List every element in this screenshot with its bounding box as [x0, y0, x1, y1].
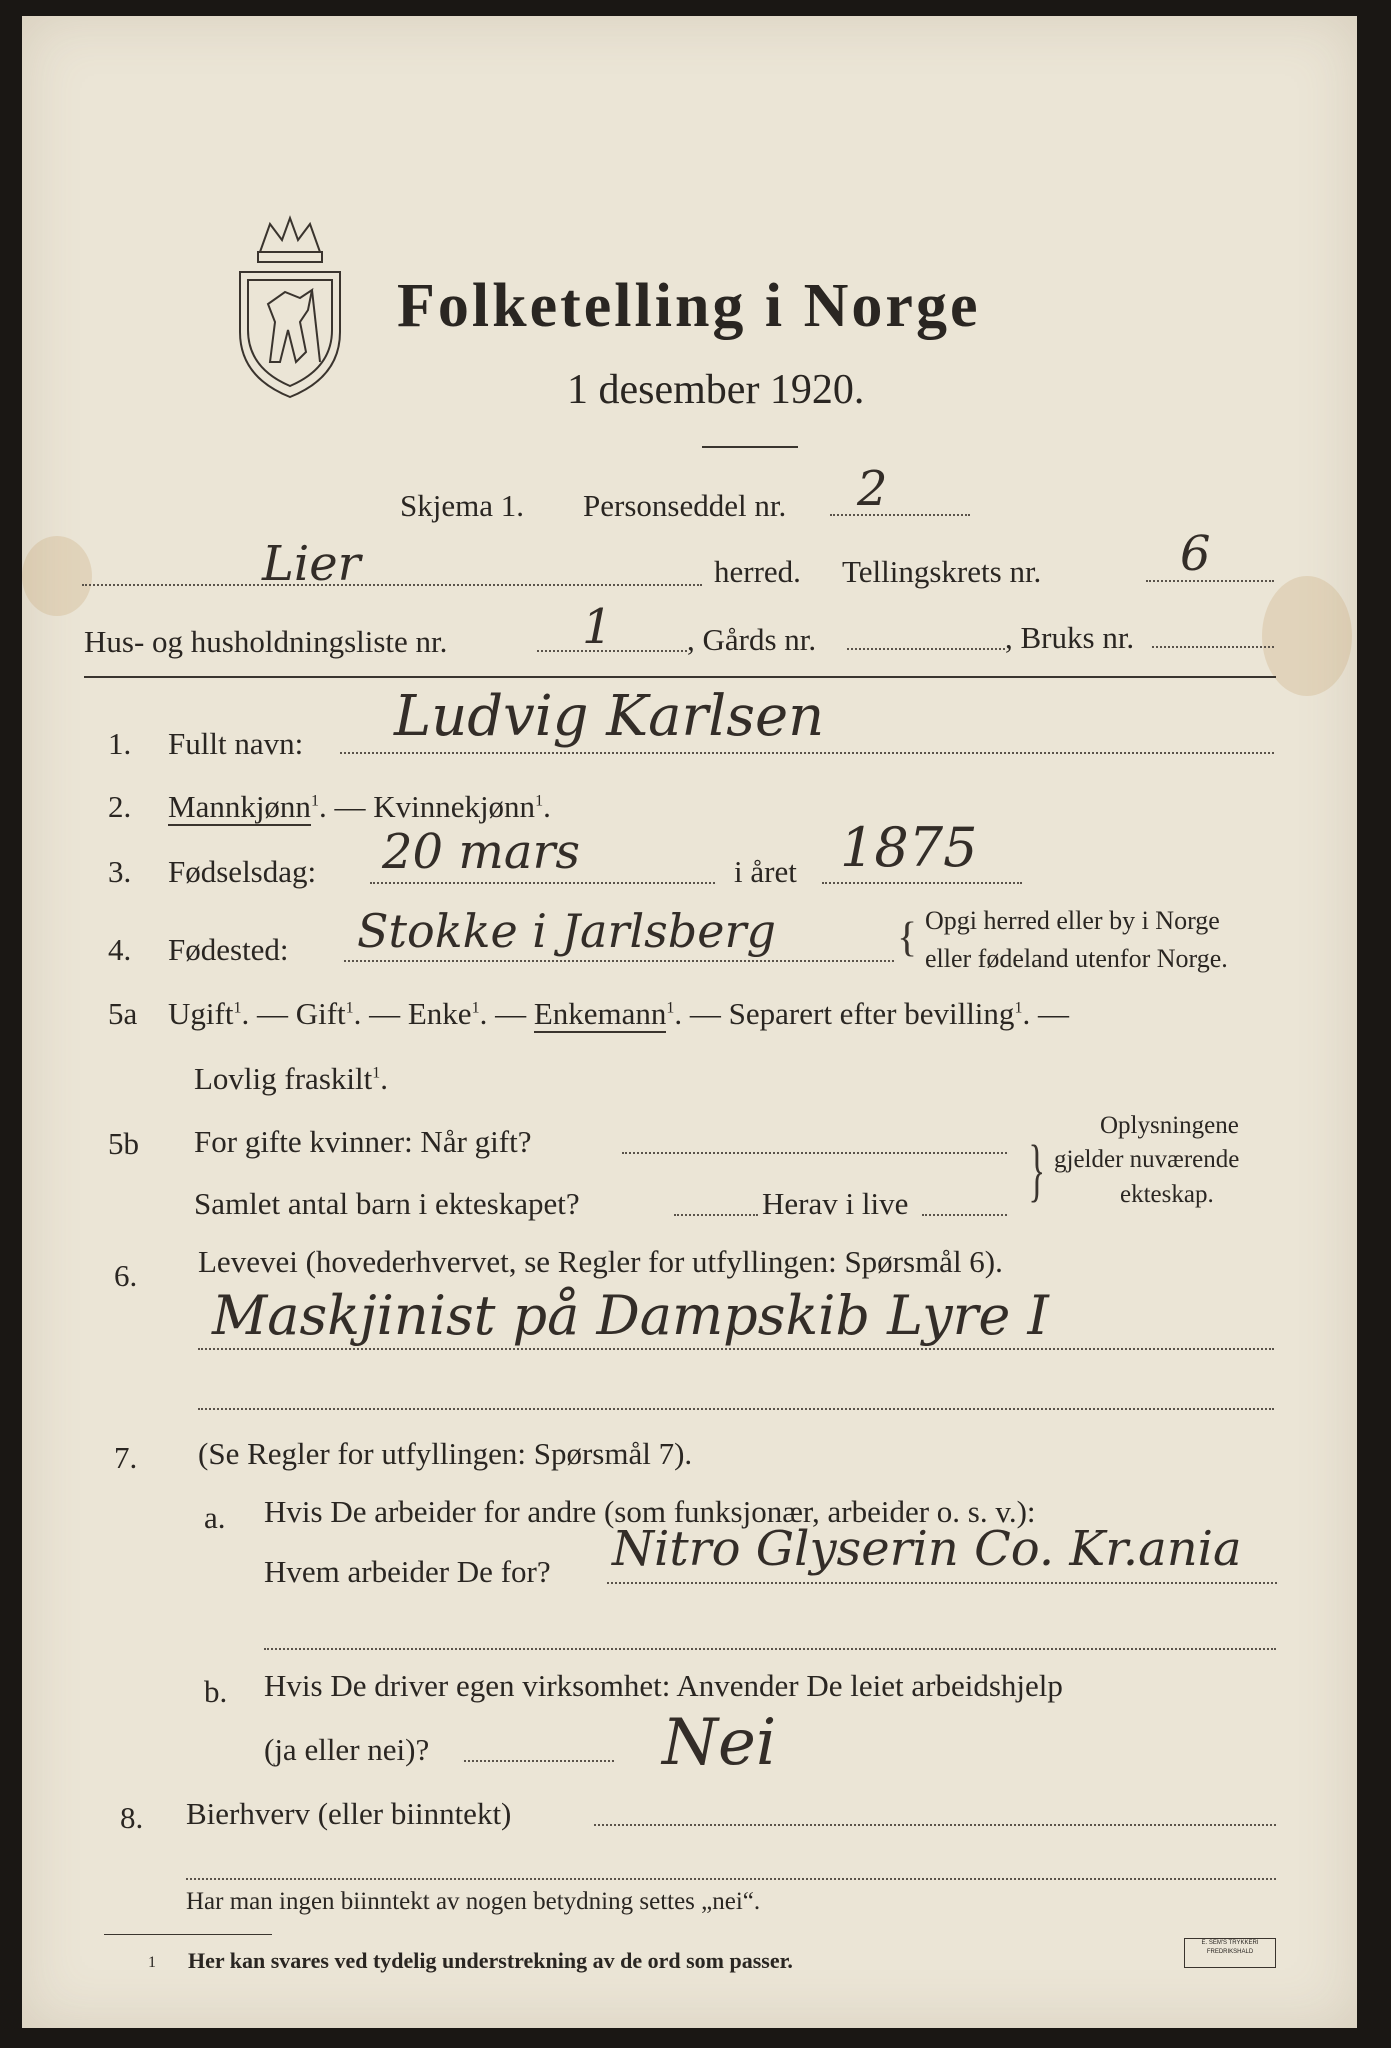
q1-line	[340, 752, 1274, 754]
q5a-gift: Gift	[295, 996, 346, 1031]
q3-value: 20 mars	[382, 824, 581, 880]
q5a-options: Ugift$^1$. — Gift$^1$. — Enke$^1$. — Enkemann$^1$. — Separert efter bevilling$^1$. —	[168, 996, 1069, 1031]
stain	[22, 536, 92, 616]
q4-note-1: Opgi herred eller by i Norge	[925, 906, 1220, 935]
q3-number: 3.	[108, 854, 132, 889]
q6-line-1	[198, 1348, 1274, 1350]
census-form	[22, 16, 1357, 2028]
q5b-note-3: ekteskap.	[1120, 1181, 1214, 1208]
footnote-mark: 1	[471, 999, 480, 1017]
footnote-mark: 1	[535, 792, 544, 810]
q7b-value: Nei	[662, 1706, 777, 1780]
q7a-line-1: Hvis De arbeider for andre (som funksjonær, arbeider o. s. v.):	[264, 1494, 1036, 1529]
q1-label: Fullt navn:	[168, 726, 304, 761]
footnote-mark: 1	[666, 999, 675, 1017]
title-divider	[702, 446, 798, 448]
q4-line	[344, 960, 894, 962]
q7a-line-2: Hvem arbeider De for?	[264, 1554, 551, 1589]
q8-number: 8.	[120, 1800, 144, 1835]
footnote-rule	[104, 1934, 272, 1935]
q7a-letter: a.	[204, 1500, 226, 1535]
q4-brace: {	[897, 915, 918, 961]
q7a-line-extra	[264, 1648, 1276, 1650]
q6-number: 6.	[114, 1258, 138, 1293]
q5a-ugift: Ugift	[168, 996, 234, 1031]
printer-stamp: E. SEM'S TRYKKERI FREDRIKSHALD	[1184, 1938, 1276, 1968]
footnote-mark: 1	[148, 1954, 156, 1971]
bruks-line	[1152, 646, 1274, 648]
tellingskrets-label: Tellingskrets nr.	[842, 554, 1042, 589]
gards-label: , Gårds nr.	[687, 622, 817, 657]
q1-value: Ludvig Karlsen	[394, 684, 825, 749]
q2-female-option: Kvinnekjønn	[373, 789, 536, 824]
q6-label: Levevei (hovederhvervet, se Regler for utfyllingen: Spørsmål 6).	[198, 1244, 1003, 1279]
q7b-line-1: Hvis De driver egen virksomhet: Anvender De leiet arbeidshjelp	[264, 1668, 1063, 1703]
q8-note: Har man ingen biinntekt av nogen betydning settes „nei“.	[186, 1888, 761, 1915]
q4-value: Stokke i Jarlsberg	[357, 904, 776, 958]
footnote-mark: 1	[233, 999, 242, 1017]
q5b-herav-dots	[922, 1214, 1007, 1216]
coat-of-arms-icon	[230, 212, 350, 402]
q7a-line-dots	[607, 1582, 1277, 1584]
q5a-separert: Separert efter bevilling	[728, 996, 1015, 1031]
herred-label: herred.	[714, 554, 801, 589]
q4-number: 4.	[108, 932, 132, 967]
q8-line-1	[594, 1824, 1276, 1826]
herred-value: Lier	[262, 536, 361, 592]
q7-label: (Se Regler for utfyllingen: Spørsmål 7).	[198, 1436, 693, 1471]
gards-line	[847, 648, 1005, 650]
footnote-mark: 1	[310, 792, 319, 810]
q5a-lovlig-label: Lovlig fraskilt	[194, 1061, 373, 1096]
q5b-note-2: gjelder nuværende	[1054, 1146, 1240, 1173]
q7-number: 7.	[114, 1440, 138, 1475]
herred-line	[82, 584, 702, 586]
q5a-number: 5a	[108, 996, 138, 1031]
footnote-mark: 1	[372, 1064, 381, 1082]
q2-end: .	[543, 789, 551, 824]
q6-line-2	[198, 1408, 1274, 1410]
q2-separator: . —	[318, 789, 374, 824]
q5b-brace: }	[1028, 1132, 1046, 1209]
q3-year-label: i året	[734, 854, 797, 889]
q7b-line-2: (ja eller nei)?	[264, 1732, 430, 1767]
q5a-enkemann: Enkemann	[533, 996, 667, 1031]
q2-number: 2.	[108, 789, 132, 824]
personseddel-line	[830, 514, 970, 516]
q7a-value: Nitro Glyserin Co. Kr.ania	[612, 1521, 1242, 1577]
q3-label: Fødselsdag:	[168, 854, 317, 889]
footnote-text: Her kan svares ved tydelig understrekning av de ord som passer.	[188, 1948, 793, 1973]
q8-line-2	[186, 1878, 1276, 1880]
q7b-letter: b.	[204, 1674, 228, 1709]
q3-line	[370, 882, 715, 884]
tellingskrets-value: 6	[1180, 526, 1211, 582]
q5b-line-2-dots	[674, 1214, 758, 1216]
stain	[1262, 576, 1352, 696]
q5b-note-1: Oplysningene	[1100, 1112, 1239, 1139]
q7b-line-dots	[464, 1760, 614, 1762]
hus-label: Hus- og husholdningsliste nr.	[84, 624, 448, 659]
q8-label: Bierhverv (eller biinntekt)	[186, 1796, 512, 1831]
q3-year-line	[822, 882, 1022, 884]
personseddel-value: 2	[857, 461, 888, 517]
footnote-mark: 1	[1014, 999, 1023, 1017]
personseddel-label: Personseddel nr.	[583, 488, 787, 523]
footnote-mark: 1	[345, 999, 354, 1017]
bruks-label: , Bruks nr.	[1005, 620, 1135, 655]
q5b-herav: Herav i live	[762, 1186, 909, 1221]
q5a-enke: Enke	[407, 996, 472, 1031]
q4-note-2: eller fødeland utenfor Norge.	[925, 944, 1228, 973]
q5b-line-1-dots	[622, 1152, 1007, 1154]
q4-label: Fødested:	[168, 932, 289, 967]
q2-male-option: Mannkjønn	[168, 789, 311, 824]
q5b-line-1: For gifte kvinner: Når gift?	[194, 1124, 532, 1159]
q3-year-value: 1875	[840, 816, 978, 879]
form-title: Folketelling i Norge	[397, 272, 981, 340]
header-rule	[84, 676, 1276, 678]
q6-value: Maskjinist på Dampskib Lyre I	[212, 1284, 1049, 1347]
q5b-line-2: Samlet antal barn i ekteskapet?	[194, 1186, 580, 1221]
q2-options	[168, 789, 551, 825]
q5a-lovlig: Lovlig fraskilt$^1$.	[194, 1061, 388, 1096]
schema-label: Skjema 1.	[400, 488, 524, 523]
q1-number: 1.	[108, 726, 132, 761]
hus-value: 1	[582, 599, 613, 655]
q5b-number: 5b	[108, 1126, 139, 1161]
form-date: 1 desember 1920.	[567, 367, 865, 413]
